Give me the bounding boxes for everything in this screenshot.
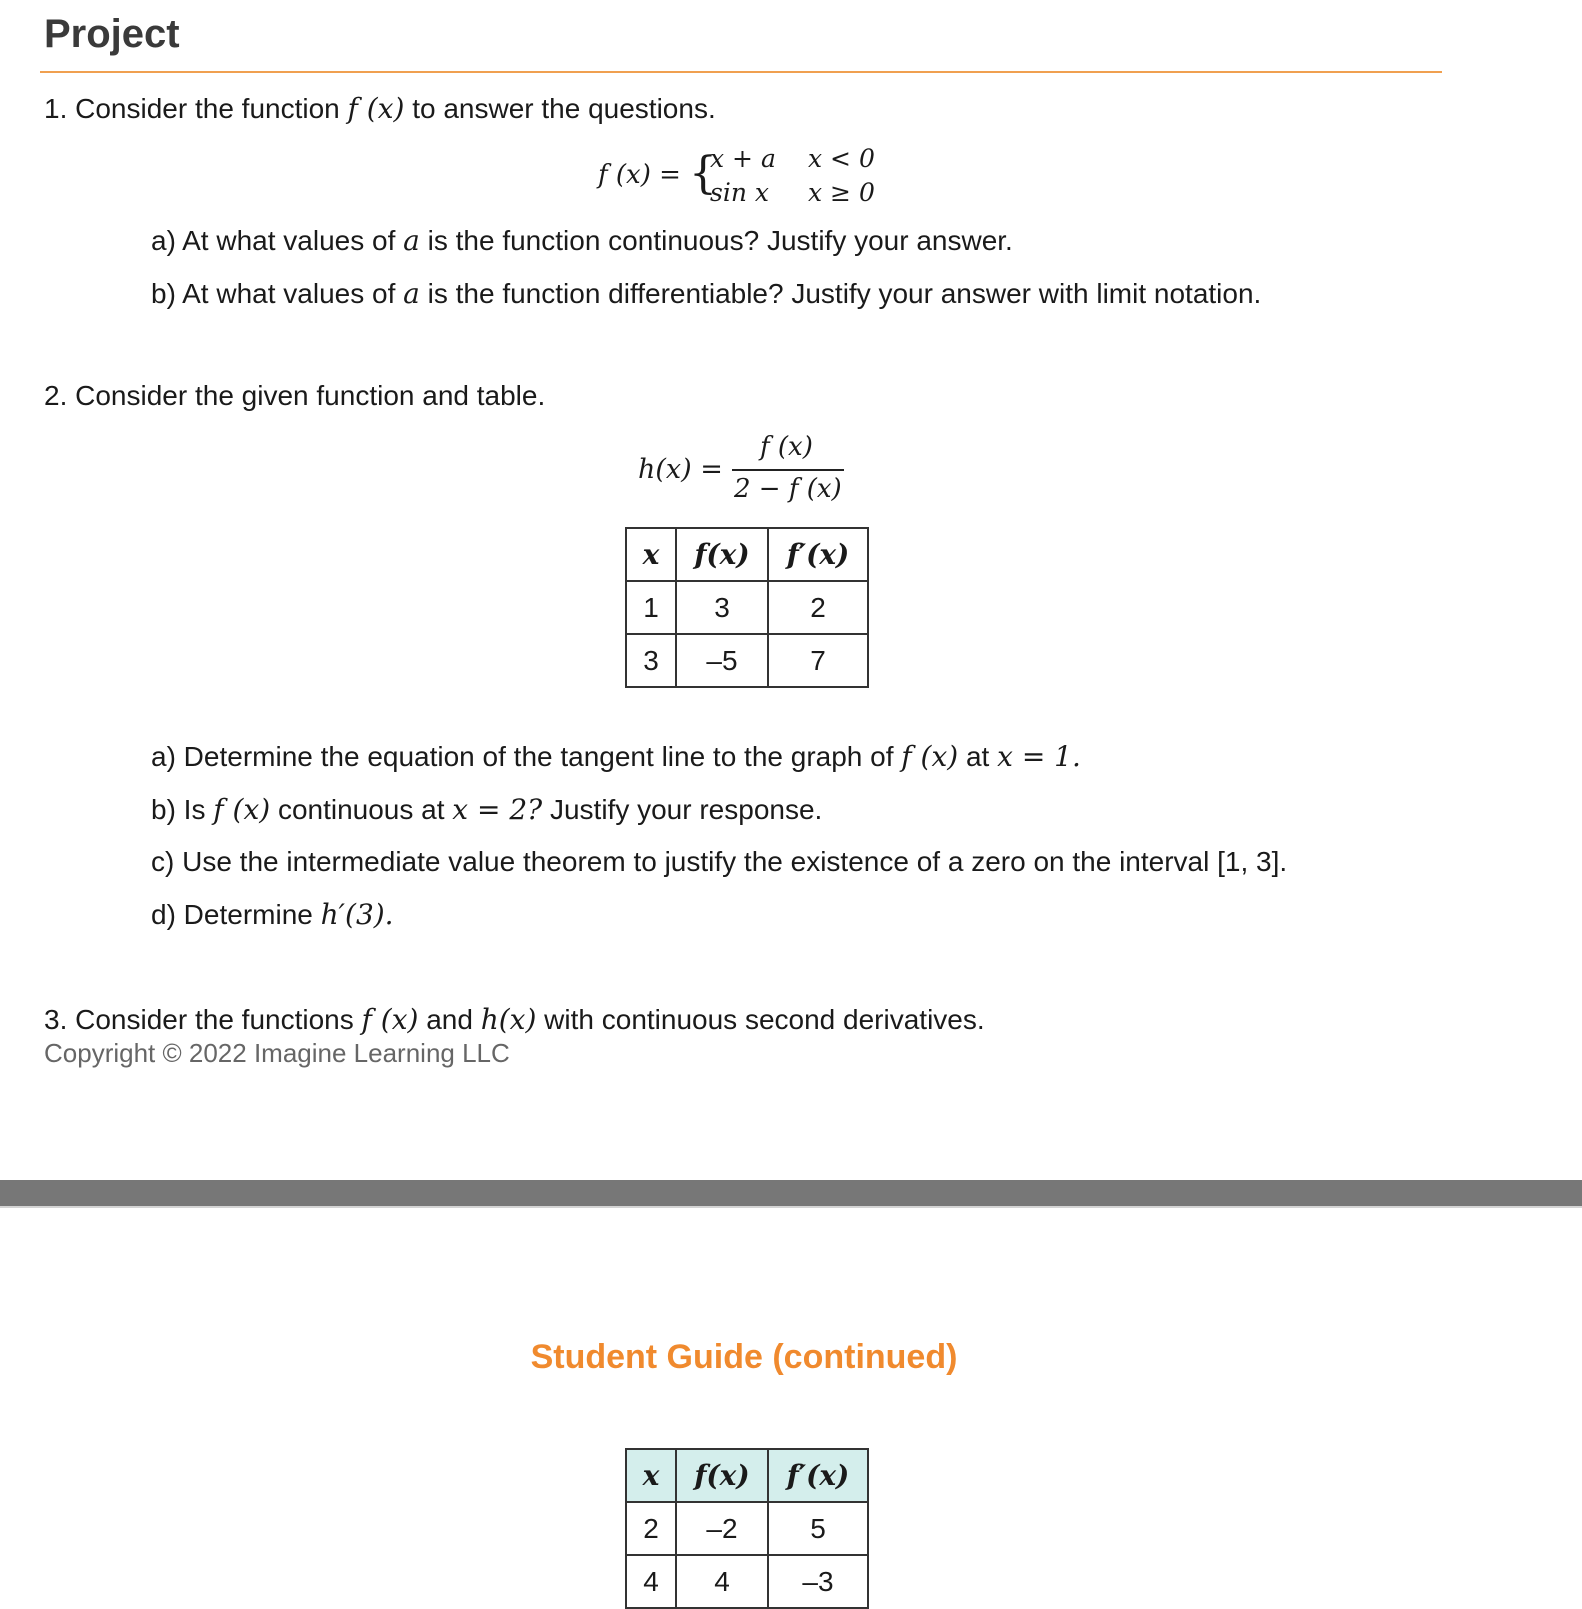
question-1b xyxy=(151,277,1261,310)
table-cell: 3 xyxy=(676,581,768,634)
page-break-bar xyxy=(0,1180,1582,1206)
h-equation xyxy=(638,432,868,512)
q3-table-header-fpx: f′(x) xyxy=(768,1449,868,1502)
question-2b-pre: b) Is xyxy=(151,794,206,825)
h-fraction-bar xyxy=(732,469,844,471)
table-cell: 4 xyxy=(626,1555,676,1608)
question-1a-var: a xyxy=(403,224,420,257)
question-2a-at: at xyxy=(965,741,990,772)
q3-value-table xyxy=(625,1448,869,1609)
piecewise-expr-2: sin x xyxy=(710,178,769,207)
question-2-number: 2. xyxy=(44,380,68,411)
question-1a-pre: a) At what values of xyxy=(151,225,396,256)
question-2b-post: Justify your response. xyxy=(549,794,823,825)
question-1b-pre: b) At what values of xyxy=(151,278,396,309)
question-2a xyxy=(151,740,1081,773)
question-2-intro xyxy=(44,380,545,412)
table-cell: 5 xyxy=(768,1502,868,1555)
question-3-intro xyxy=(44,1003,985,1036)
question-2a-eq: x = 1. xyxy=(997,740,1081,773)
page-break-line xyxy=(0,1206,1582,1208)
question-1-fx: f (x) xyxy=(347,92,405,125)
h-denominator: 2 − f (x) xyxy=(734,474,842,504)
piecewise-expr-1: x + a xyxy=(710,144,776,173)
question-3-hx: h(x) xyxy=(480,1003,537,1036)
question-1-intro xyxy=(44,92,716,125)
table-cell: 3 xyxy=(626,634,676,687)
table-row xyxy=(626,634,868,687)
question-2c: c) Use the intermediate value theorem to justify the existence of a zero on the interval [1, 3]. xyxy=(151,846,1288,877)
piecewise-cond-1: x < 0 xyxy=(808,144,875,173)
h-lhs: h(x) = xyxy=(638,454,723,485)
piecewise-cond-2: x ≥ 0 xyxy=(808,178,875,207)
table-cell: 7 xyxy=(768,634,868,687)
table-cell: 1 xyxy=(626,581,676,634)
title-divider xyxy=(40,71,1442,73)
h-numerator: f (x) xyxy=(760,432,813,462)
table-row xyxy=(626,581,868,634)
question-1b-var: a xyxy=(403,277,420,310)
q3-table-header-x: x xyxy=(626,1449,676,1502)
piecewise-brace: { xyxy=(689,148,717,199)
question-1-intro-post: to answer the questions. xyxy=(412,93,716,124)
q3-table-header-fx: f(x) xyxy=(676,1449,768,1502)
question-1-number: 1. xyxy=(44,93,68,124)
question-2b-fx: f (x) xyxy=(213,793,271,826)
table-cell: 2 xyxy=(768,581,868,634)
table-cell: –2 xyxy=(676,1502,768,1555)
page-title: Project xyxy=(44,12,180,56)
table-cell: –3 xyxy=(768,1555,868,1608)
question-2d-expr: h′(3). xyxy=(320,898,394,931)
question-3-pre: Consider the functions xyxy=(75,1004,354,1035)
piecewise-lhs: f (x) = xyxy=(598,160,681,190)
question-3-number: 3. xyxy=(44,1004,68,1035)
question-2-intro-text: Consider the given function and table. xyxy=(75,380,546,411)
question-2a-fx: f (x) xyxy=(901,740,959,773)
question-2d xyxy=(151,898,394,931)
question-1a-post: is the function continuous? Justify your answer. xyxy=(427,225,1013,256)
q2-table-header-fx: f(x) xyxy=(676,528,768,581)
question-1a xyxy=(151,224,1013,257)
question-2d-pre: d) Determine xyxy=(151,899,313,930)
question-3-and: and xyxy=(426,1004,473,1035)
table-row xyxy=(626,1502,868,1555)
question-1b-post: is the function differentiable? Justify your answer with limit notation. xyxy=(427,278,1262,309)
question-2a-pre: a) Determine the equation of the tangent line to the graph of xyxy=(151,741,894,772)
copyright-footer: Copyright © 2022 Imagine Learning LLC xyxy=(44,1038,510,1068)
q2-table-header-x: x xyxy=(626,528,676,581)
table-cell: 2 xyxy=(626,1502,676,1555)
question-3-post: with continuous second derivatives. xyxy=(544,1004,985,1035)
table-cell: 4 xyxy=(676,1555,768,1608)
piecewise-equation xyxy=(598,142,898,212)
question-2b-eq: x = 2? xyxy=(452,793,543,826)
question-2b-mid: continuous at xyxy=(277,794,445,825)
question-2b xyxy=(151,793,822,826)
question-3-fx: f (x) xyxy=(361,1003,419,1036)
section-title: Student Guide (continued) xyxy=(530,1338,958,1376)
q2-value-table xyxy=(625,527,869,688)
q2-table-header-fpx: f′(x) xyxy=(768,528,868,581)
table-cell: –5 xyxy=(676,634,768,687)
question-1-intro-pre: Consider the function xyxy=(75,93,340,124)
